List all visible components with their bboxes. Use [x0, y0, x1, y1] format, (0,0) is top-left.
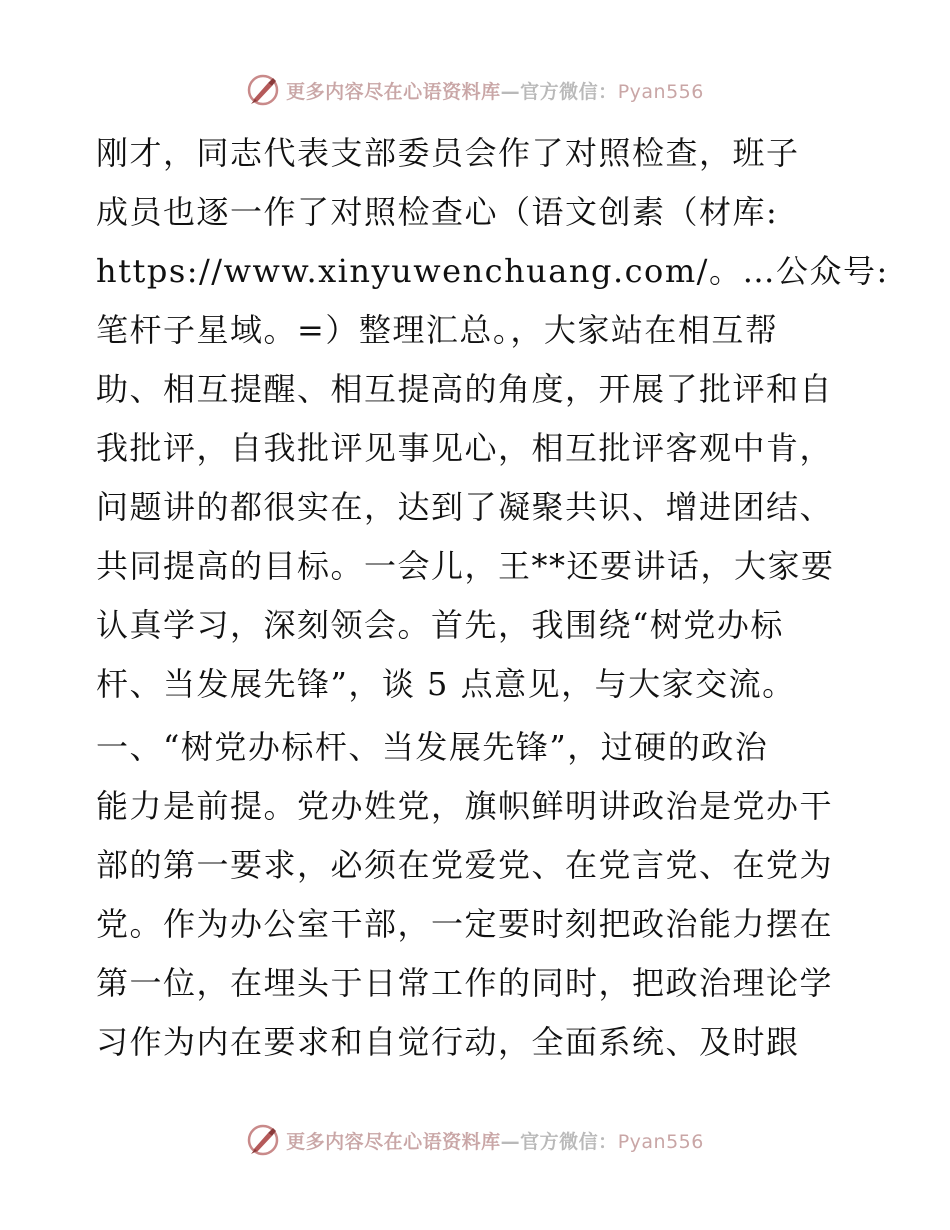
text-line: 部的第一要求，必须在党爱党、在党言党、在党为	[96, 846, 834, 884]
watermark-brand: 更多内容尽在心语资料库	[286, 80, 501, 103]
header-watermark	[0, 70, 950, 110]
footer-watermark	[0, 1120, 950, 1160]
text-line: 一、“树党办标杆、当发展先锋”，过硬的政治	[96, 728, 769, 766]
pen-logo-icon	[246, 73, 280, 107]
watermark-text	[286, 77, 704, 104]
text-line: 助、相互提醒、相互提高的角度，开展了批评和自	[96, 370, 834, 408]
paragraph-1	[96, 124, 889, 714]
watermark-label: 官方微信：	[520, 1130, 618, 1153]
watermark-id: Pyan556	[617, 1130, 704, 1153]
watermark-dash: —	[500, 1130, 521, 1153]
document-body	[96, 124, 889, 1072]
text-line: 共同提高的目标。一会儿，王**还要讲话，大家要	[96, 547, 835, 585]
text-line: 成员也逐一作了对照检查心（语文创素（材库:	[96, 193, 779, 231]
text-line: 杆、当发展先锋”，谈 5 点意见，与大家交流。	[96, 665, 796, 703]
text-line: https://www.xinyuwenchuang.com/。…公众号:	[96, 252, 889, 290]
text-line: 我批评，自我批评见事见心，相互批评客观中肯，	[96, 429, 834, 467]
pen-logo-icon	[246, 1123, 280, 1157]
watermark-id: Pyan556	[617, 80, 704, 103]
paragraph-2	[96, 718, 866, 1072]
text-line: 习作为内在要求和自觉行动，全面系统、及时跟	[96, 1023, 800, 1061]
text-line: 刚才，同志代表支部委员会作了对照检查，班子	[96, 134, 800, 172]
watermark-text	[286, 1127, 704, 1154]
watermark-brand: 更多内容尽在心语资料库	[286, 1130, 501, 1153]
text-line: 第一位，在埋头于日常工作的同时，把政治理论学	[96, 964, 834, 1002]
text-line: 笔杆子星域。=）整理汇总。，大家站在相互帮	[96, 311, 779, 349]
text-line: 党。作为办公室干部，一定要时刻把政治能力摆在	[96, 905, 834, 943]
watermark-dash: —	[500, 80, 521, 103]
text-line: 问题讲的都很实在，达到了凝聚共识、增进团结、	[96, 488, 834, 526]
text-line: 认真学习，深刻领会。首先，我围绕“树党办标	[96, 606, 784, 644]
text-line: 能力是前提。党办姓党，旗帜鲜明讲政治是党办干	[96, 787, 834, 825]
watermark-label: 官方微信：	[520, 80, 618, 103]
